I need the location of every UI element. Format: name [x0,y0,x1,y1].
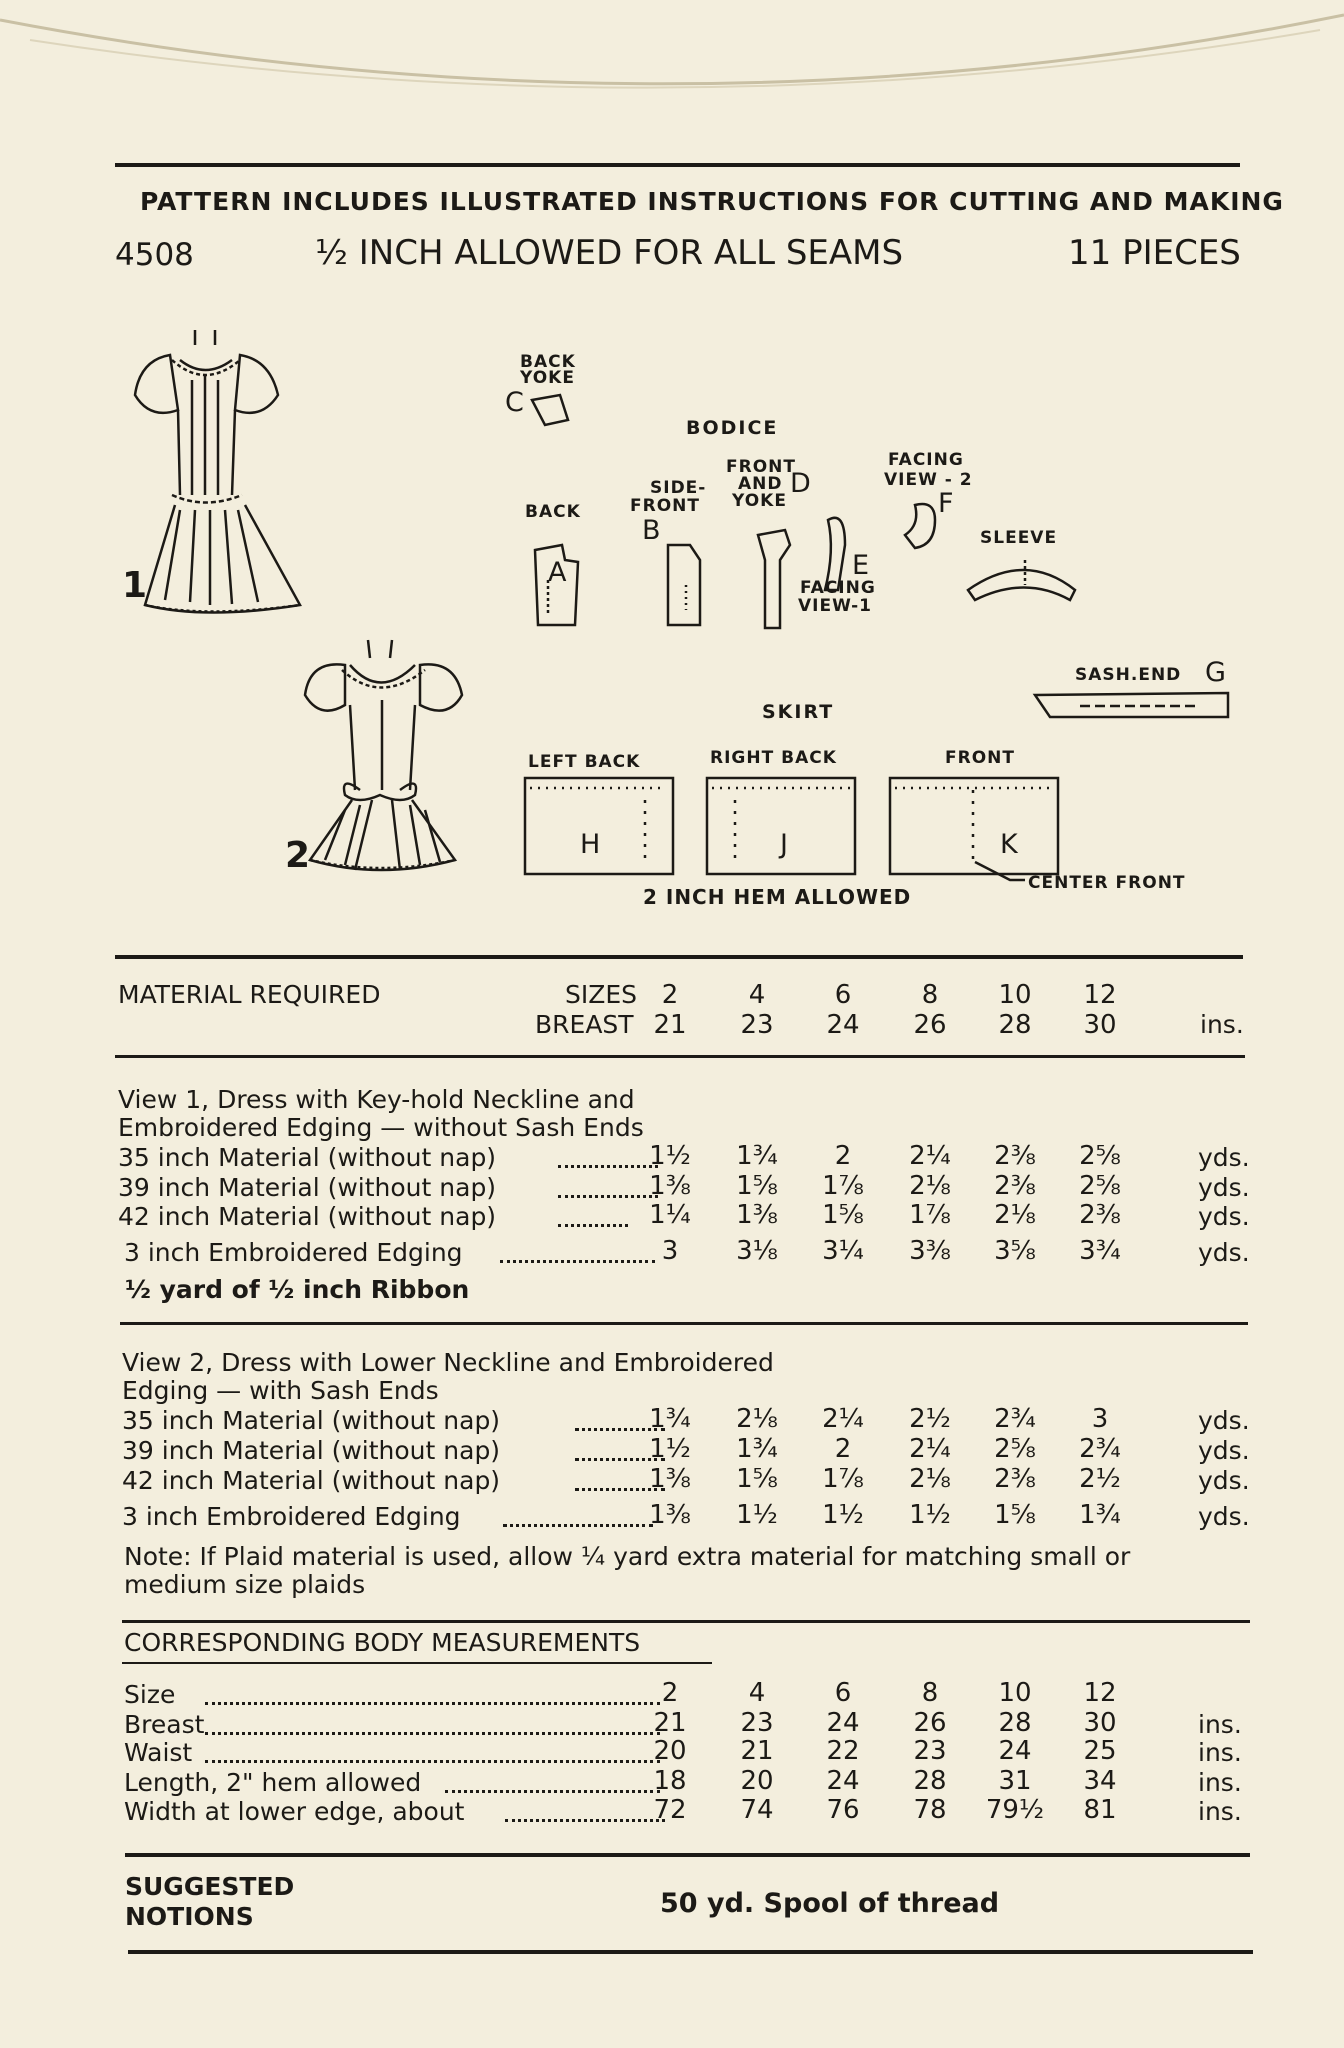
size-value: 1¾ [1079,1500,1121,1530]
row-label: 42 inch Material (without nap) [118,1202,497,1231]
size-value: 3 [661,1236,679,1266]
piece-c-letter: C [505,387,524,418]
facing-view-2-label-2: VIEW - 2 [884,470,973,490]
size-value: 2⅜ [1079,1200,1121,1230]
sizes-label: SIZES [565,980,638,1009]
breast-label: BREAST [535,1010,634,1039]
size-value: 2 [834,1141,852,1171]
size-value: 2⅜ [994,1141,1036,1171]
size-value: 2⅝ [1079,1171,1121,1201]
unit-label: ins. [1198,1797,1242,1826]
size-value: 18 [653,1766,687,1796]
body-measurements-title: CORRESPONDING BODY MEASUREMENTS [124,1628,641,1657]
seam-allowance: ½ INCH ALLOWED FOR ALL SEAMS [315,233,904,273]
piece-b-letter: B [642,515,661,546]
piece-a-letter: A [548,557,567,588]
side-front-label-2: FRONT [630,496,700,516]
size-value: 2½ [1079,1464,1121,1494]
row-label: Breast [124,1710,205,1739]
size-value: 1½ [822,1500,864,1530]
side-front-label-1: SIDE- [650,478,707,498]
row-label: Length, 2" hem allowed [124,1768,422,1797]
piece-k-letter: K [1000,829,1018,860]
size-value: 2 [661,1678,679,1708]
size-value: 12 [1083,1678,1117,1708]
size-value: 31 [998,1766,1032,1796]
size-value: 3¼ [822,1236,864,1266]
size-value: 2½ [909,1404,951,1434]
dress-view-1-illustration [135,330,300,613]
size-value: 24 [826,1766,860,1796]
size-value: 1½ [649,1141,691,1171]
leader-dots [205,1760,660,1763]
size-value: 3 [1091,1404,1109,1434]
row-label: Width at lower edge, about [124,1797,465,1826]
size-value: 1⅜ [736,1200,778,1230]
size-number: 12 [1083,980,1117,1010]
view-1-description-2: Embroidered Edging — without Sash Ends [118,1113,644,1142]
unit-label: yds. [1198,1436,1250,1465]
size-value: 2¼ [909,1141,951,1171]
size-value: 34 [1083,1766,1117,1796]
size-value: 1⅞ [822,1464,864,1494]
sash-end-label: SASH.END [1075,665,1182,685]
size-value: 2¾ [1079,1434,1121,1464]
size-value: 3⅜ [909,1236,951,1266]
size-value: 2⅛ [736,1404,778,1434]
right-back-label: RIGHT BACK [710,748,837,768]
unit-label: ins. [1198,1768,1242,1797]
view-2-description-1: View 2, Dress with Lower Neckline and Embroidered [122,1348,774,1377]
center-front-label: CENTER FRONT [1028,873,1186,893]
rule-view-2 [120,1322,1248,1325]
row-label: 42 inch Material (without nap) [122,1466,501,1495]
plaid-note-2: medium size plaids [124,1570,366,1599]
front-yoke-label-3: YOKE [732,491,787,511]
leader-dots [558,1224,628,1227]
skirt-pieces [525,778,1058,880]
unit-label: yds. [1198,1502,1250,1531]
row-label: 35 inch Material (without nap) [118,1143,497,1172]
row-label: 39 inch Material (without nap) [118,1173,497,1202]
size-value: 2⅝ [1079,1141,1121,1171]
notions-label: NOTIONS [125,1902,254,1931]
size-value: 81 [1083,1795,1117,1825]
rule-bottom [128,1950,1253,1954]
thread-notion: 50 yd. Spool of thread [660,1888,1000,1919]
material-required-title: MATERIAL REQUIRED [118,980,381,1009]
breast-number: 26 [913,1010,947,1040]
unit-label: yds. [1198,1466,1250,1495]
size-value: 79½ [985,1795,1045,1825]
size-value: 78 [913,1795,947,1825]
row-label: 39 inch Material (without nap) [122,1436,501,1465]
size-value: 72 [653,1795,687,1825]
facing-view-1-label-1: FACING [800,578,876,598]
size-value: 1½ [649,1434,691,1464]
row-label: Waist [124,1738,193,1767]
size-value: 1⅝ [736,1464,778,1494]
size-number: 6 [834,980,852,1010]
leader-dots [503,1524,653,1527]
size-value: 1¾ [736,1434,778,1464]
view-1-number: 1 [122,565,148,606]
row-label: 35 inch Material (without nap) [122,1406,501,1435]
size-value: 1⅝ [822,1200,864,1230]
size-value: 1⅜ [649,1171,691,1201]
size-value: 2¾ [994,1404,1036,1434]
piece-e-letter: E [852,550,870,581]
rule-material [115,955,1243,959]
size-number: 2 [661,980,679,1010]
size-value: 3⅛ [736,1236,778,1266]
breast-number: 21 [653,1010,687,1040]
left-back-label: LEFT BACK [528,752,641,772]
row-label: 3 inch Embroidered Edging [124,1238,463,1267]
row-label: Size [124,1680,176,1709]
size-value: 1⅞ [909,1200,951,1230]
breast-number: 23 [740,1010,774,1040]
piece-h-letter: H [580,829,601,860]
rule-notions [125,1853,1250,1857]
rule-sizes [115,1055,1245,1058]
size-value: 1⅝ [736,1171,778,1201]
hem-allowed-label: 2 INCH HEM ALLOWED [643,885,912,909]
piece-d-letter: D [790,468,811,499]
front-yoke-label-2: AND [738,474,783,494]
size-value: 24 [826,1708,860,1738]
size-value: 2⅝ [994,1434,1036,1464]
size-value: 1½ [909,1500,951,1530]
piece-g-letter: G [1205,657,1226,688]
front-yoke-label-1: FRONT [726,457,796,477]
size-value: 2¼ [909,1434,951,1464]
header-ins-unit: ins. [1200,1010,1244,1039]
size-value: 1¾ [649,1404,691,1434]
size-value: 28 [998,1708,1032,1738]
skirt-heading: SKIRT [762,701,835,723]
size-value: 22 [826,1736,860,1766]
size-value: 2¼ [822,1404,864,1434]
size-value: 20 [740,1766,774,1796]
rule-body [122,1620,1250,1623]
back-label: BACK [525,502,581,522]
facing-view-1-label-2: VIEW-1 [798,596,872,616]
breast-number: 28 [998,1010,1032,1040]
sash-end-piece [1035,693,1228,717]
piece-count: 11 PIECES [1068,233,1241,273]
size-value: 28 [913,1766,947,1796]
size-value: 23 [913,1736,947,1766]
size-value: 2 [834,1434,852,1464]
size-value: 1⅝ [994,1500,1036,1530]
size-value: 1¾ [736,1141,778,1171]
size-value: 25 [1083,1736,1117,1766]
piece-f-letter: F [938,488,954,519]
unit-label: ins. [1198,1710,1242,1739]
unit-label: yds. [1198,1406,1250,1435]
view-2-description-2: Edging — with Sash Ends [122,1376,439,1405]
size-value: 1⅜ [649,1464,691,1494]
size-value: 21 [740,1736,774,1766]
size-number: 8 [921,980,939,1010]
leader-dots [445,1790,660,1793]
leader-dots [205,1702,660,1705]
back-yoke-label-1: BACK [520,352,576,372]
size-value: 21 [653,1708,687,1738]
size-value: 2⅜ [994,1464,1036,1494]
size-value: 23 [740,1708,774,1738]
size-value: 1¼ [649,1200,691,1230]
size-value: 2⅜ [994,1171,1036,1201]
bodice-heading: BODICE [686,417,779,439]
plaid-note-1: Note: If Plaid material is used, allow ¼ yard extra material for matching small or [124,1542,1131,1571]
size-value: 2⅛ [994,1200,1036,1230]
size-value: 1⅞ [822,1171,864,1201]
unit-label: yds. [1198,1173,1250,1202]
sleeve-label: SLEEVE [980,528,1058,548]
pattern-number: 4508 [115,237,194,273]
header-instructions: PATTERN INCLUDES ILLUSTRATED INSTRUCTIONS FOR CUTTING AND MAKING [140,187,1284,216]
size-value: 76 [826,1795,860,1825]
unit-label: yds. [1198,1143,1250,1172]
size-value: 3¾ [1079,1236,1121,1266]
front-label: FRONT [945,748,1015,768]
view-1-description-1: View 1, Dress with Key-hold Neckline and [118,1085,635,1114]
piece-j-letter: J [780,829,788,860]
size-value: 24 [998,1736,1032,1766]
size-value: 26 [913,1708,947,1738]
view-2-number: 2 [285,835,311,876]
size-value: 1⅜ [649,1500,691,1530]
size-value: 2⅛ [909,1171,951,1201]
suggested-label: SUGGESTED [125,1872,295,1901]
size-number: 4 [748,980,766,1010]
size-value: 4 [748,1678,766,1708]
ribbon-line: ½ yard of ½ inch Ribbon [125,1275,470,1304]
size-number: 10 [998,980,1032,1010]
unit-label: yds. [1198,1202,1250,1231]
size-value: 1½ [736,1500,778,1530]
size-value: 2⅛ [909,1464,951,1494]
size-value: 20 [653,1736,687,1766]
size-value: 74 [740,1795,774,1825]
size-value: 8 [921,1678,939,1708]
leader-dots [500,1260,655,1263]
facing-view-2-label-1: FACING [888,450,964,470]
size-value: 30 [1083,1708,1117,1738]
leader-dots [205,1732,660,1735]
size-value: 3⅝ [994,1236,1036,1266]
breast-number: 30 [1083,1010,1117,1040]
breast-number: 24 [826,1010,860,1040]
row-label: 3 inch Embroidered Edging [122,1502,461,1531]
unit-label: yds. [1198,1238,1250,1267]
size-value: 6 [834,1678,852,1708]
back-yoke-label-2: YOKE [520,368,575,388]
size-value: 10 [998,1678,1032,1708]
rule-body-title [122,1662,712,1664]
unit-label: ins. [1198,1738,1242,1767]
dress-view-2-illustration [305,640,462,870]
